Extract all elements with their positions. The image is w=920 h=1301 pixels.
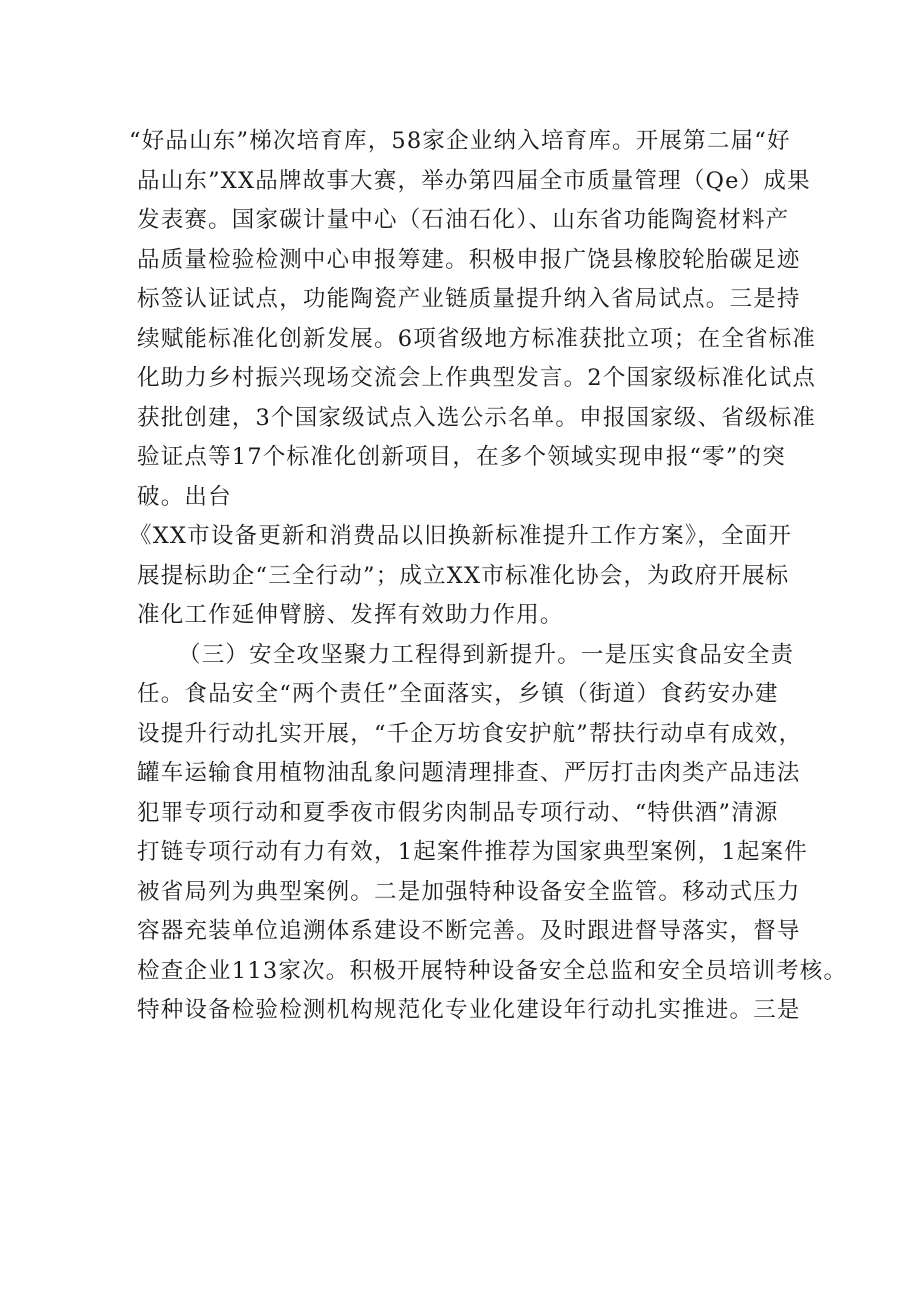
text-line: 化助力乡村振兴现场交流会上作典型发言。2个国家级标准化试点 <box>137 365 817 391</box>
text-line: 品山东”XX品牌故事大赛，举办第四届全市质量管理（Qe）成果 <box>137 167 811 194</box>
text-line: 《XX市设备更新和消费品以旧换新标准提升工作方案》，全面开 <box>129 523 793 549</box>
text-line: 被省局列为典型案例。二是加强特种设备安全监管。移动式压力 <box>137 878 801 905</box>
text-line: “好品山东”梯次培育库，58家企业纳入培育库。开展第二届“好 <box>129 128 791 154</box>
text-line: 特种设备检验检测机构规范化专业化建设年行动扎实推进。三是 <box>137 997 801 1023</box>
section-heading-line: （三）安全攻坚聚力工程得到新提升。一是压实食品安全责 <box>178 641 795 668</box>
text-line: 验证点等17个标准化创新项目，在多个领域实现申报“零”的突 <box>137 444 786 470</box>
text-line: 任。食品安全“两个责任”全面落实，乡镇（街道）食药安办建 <box>137 681 779 707</box>
text-line: 发表赛。国家碳计量中心（石油石化）、山东省功能陶瓷材料产 <box>137 207 790 233</box>
text-line: 品质量检验检测中心申报筹建。积极申报广饶县橡胶轮胎碳足迹 <box>137 246 801 273</box>
text-line: 获批创建，3个国家级试点入选公示名单。申报国家级、省级标准 <box>137 404 817 431</box>
text-line: 打链专项行动有力有效，1起案件推荐为国家典型案例，1起案件 <box>137 839 808 865</box>
text-line: 准化工作延伸臂膀、发挥有效助力作用。 <box>137 602 564 628</box>
text-line: 容器充装单位追溯体系建设不断完善。及时跟进督导落实，督导 <box>137 918 801 944</box>
text-line: 犯罪专项行动和夏季夜市假劣肉制品专项行动、“特供酒”清源 <box>137 799 779 826</box>
text-line: 破。出台 <box>137 483 232 510</box>
text-line: 续赋能标准化创新发展。6项省级地方标准获批立项；在全省标准 <box>137 325 817 352</box>
text-line: 标签认证试点，功能陶瓷产业链质量提升纳入省局试点。三是持 <box>137 286 801 312</box>
text-line: 展提标助企“三全行动”；成立XX市标准化协会，为政府开展标 <box>137 562 790 589</box>
body-text <box>129 122 848 1031</box>
text-line: 设提升行动扎实开展，“千企万坊食安护航”帮扶行动卓有成效， <box>137 720 803 747</box>
text-line: 检查企业113家次。积极开展特种设备安全总监和安全员培训考核。 <box>137 957 848 984</box>
text-line: 罐车运输食用植物油乱象问题清理排查、严厉打击肉类产品违法 <box>137 760 801 786</box>
